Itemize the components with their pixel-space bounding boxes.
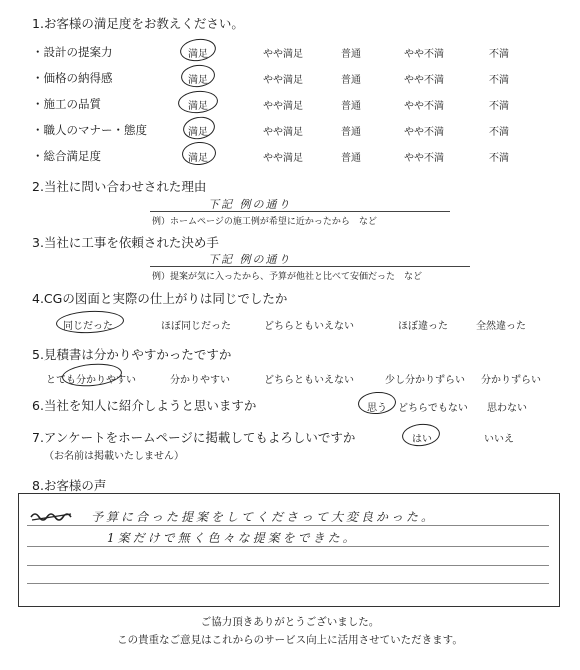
option-somewhat-satisfied[interactable]: やや満足 <box>263 75 303 86</box>
q2-example: 例）ホームページの施工例が希望に近かったから など <box>152 217 377 227</box>
selection-circle <box>401 422 441 448</box>
ruled-line <box>27 546 549 547</box>
option-clear[interactable]: 分かりやすい <box>170 375 230 386</box>
row-label: ・価格の納得感 <box>32 71 113 85</box>
option-dissatisfied[interactable]: 不満 <box>489 75 509 86</box>
option-almost-different[interactable]: ほぼ違った <box>398 321 448 332</box>
option-satisfied[interactable]: 満足 <box>188 49 208 60</box>
option-dissatisfied[interactable]: 不満 <box>489 153 509 164</box>
customer-voice-box <box>18 493 560 607</box>
scribble-mark <box>29 509 75 523</box>
option-somewhat-dissatisfied[interactable]: やや不満 <box>404 153 444 164</box>
q7-note: （お名前は掲載いたしません） <box>44 451 184 462</box>
option-very-clear[interactable]: とても分かりやすい <box>46 375 136 386</box>
ruled-line <box>27 565 549 566</box>
option-neutral[interactable]: 普通 <box>341 101 361 112</box>
option-somewhat-dissatisfied[interactable]: やや不満 <box>404 101 444 112</box>
option-almost-same[interactable]: ほぼ同じだった <box>161 321 231 332</box>
q3-heading: 3.当社に工事を依頼された決め手 <box>32 235 219 250</box>
answer-underline <box>150 266 470 267</box>
option-dissatisfied[interactable]: 不満 <box>489 101 509 112</box>
option-neutral[interactable]: 普通 <box>341 49 361 60</box>
option-dissatisfied[interactable]: 不満 <box>489 127 509 138</box>
option-satisfied[interactable]: 満足 <box>188 127 208 138</box>
row-label: ・職人のマナー・態度 <box>32 123 147 137</box>
option-somewhat-dissatisfied[interactable]: やや不満 <box>404 127 444 138</box>
option-dissatisfied[interactable]: 不満 <box>489 49 509 60</box>
ruled-line <box>27 583 549 584</box>
q3-handwritten-answer: 下記 例の通り <box>208 253 292 266</box>
option-yes[interactable]: はい <box>412 434 432 445</box>
selection-circle <box>357 391 396 416</box>
option-either[interactable]: どちらでもない <box>398 403 468 414</box>
option-somewhat-satisfied[interactable]: やや満足 <box>263 49 303 60</box>
option-satisfied[interactable]: 満足 <box>188 153 208 164</box>
voice-line-1: 予算に合った提案をしてくださって大変良かった。 <box>91 510 437 524</box>
option-cannot-say[interactable]: どちらともいえない <box>264 375 354 386</box>
option-neutral[interactable]: 普通 <box>341 127 361 138</box>
option-somewhat-dissatisfied[interactable]: やや不満 <box>404 75 444 86</box>
q6-heading: 6.当社を知人に紹介しようと思いますか <box>32 398 257 413</box>
q2-handwritten-answer: 下記 例の通り <box>208 198 292 211</box>
option-somewhat-unclear[interactable]: 少し分かりずらい <box>385 375 465 386</box>
option-neutral[interactable]: 普通 <box>341 153 361 164</box>
row-label: ・施工の品質 <box>32 97 101 111</box>
option-yes[interactable]: 思う <box>367 403 387 414</box>
option-no[interactable]: いいえ <box>484 434 514 445</box>
selection-circle <box>179 37 218 64</box>
footer-note: この貴重なご意見はこれからのサービス向上に活用させていただきます。 <box>117 634 463 646</box>
option-somewhat-satisfied[interactable]: やや満足 <box>263 153 303 164</box>
selection-circle <box>181 141 217 166</box>
selection-circle <box>55 309 124 335</box>
option-unclear[interactable]: 分かりずらい <box>481 375 541 386</box>
q3-example: 例）提案が気に入ったから、予算が他社と比べて安価だった など <box>152 272 423 282</box>
option-no[interactable]: 思わない <box>487 403 527 414</box>
option-somewhat-satisfied[interactable]: やや満足 <box>263 101 303 112</box>
option-satisfied[interactable]: 満足 <box>188 101 208 112</box>
q1-heading: 1.お客様の満足度をお教えください。 <box>32 16 244 31</box>
ruled-line <box>27 525 549 526</box>
option-same[interactable]: 同じだった <box>63 321 113 332</box>
option-completely-different[interactable]: 全然違った <box>476 321 526 332</box>
q8-heading: 8.お客様の声 <box>32 478 107 493</box>
answer-underline <box>150 211 450 212</box>
option-cannot-say[interactable]: どちらともいえない <box>264 321 354 332</box>
selection-circle <box>180 63 216 88</box>
q2-heading: 2.当社に問い合わせされた理由 <box>32 179 207 194</box>
q4-heading: 4.CGの図面と実際の仕上がりは同じでしたか <box>32 291 288 306</box>
option-neutral[interactable]: 普通 <box>341 75 361 86</box>
footer-thanks: ご協力頂きありがとうございました。 <box>200 616 380 628</box>
selection-circle <box>177 89 219 114</box>
selection-circle <box>181 114 216 141</box>
row-label: ・総合満足度 <box>32 149 101 163</box>
option-somewhat-dissatisfied[interactable]: やや不満 <box>404 49 444 60</box>
q5-heading: 5.見積書は分かりやすかったですか <box>32 347 232 362</box>
option-somewhat-satisfied[interactable]: やや満足 <box>263 127 303 138</box>
option-satisfied[interactable]: 満足 <box>188 75 208 86</box>
q7-heading: 7.アンケートをホームページに掲載してもよろしいですか <box>32 430 356 445</box>
voice-line-2: 1案だけで無く色々な提案をできた。 <box>107 531 358 545</box>
row-label: ・設計の提案力 <box>32 45 113 59</box>
